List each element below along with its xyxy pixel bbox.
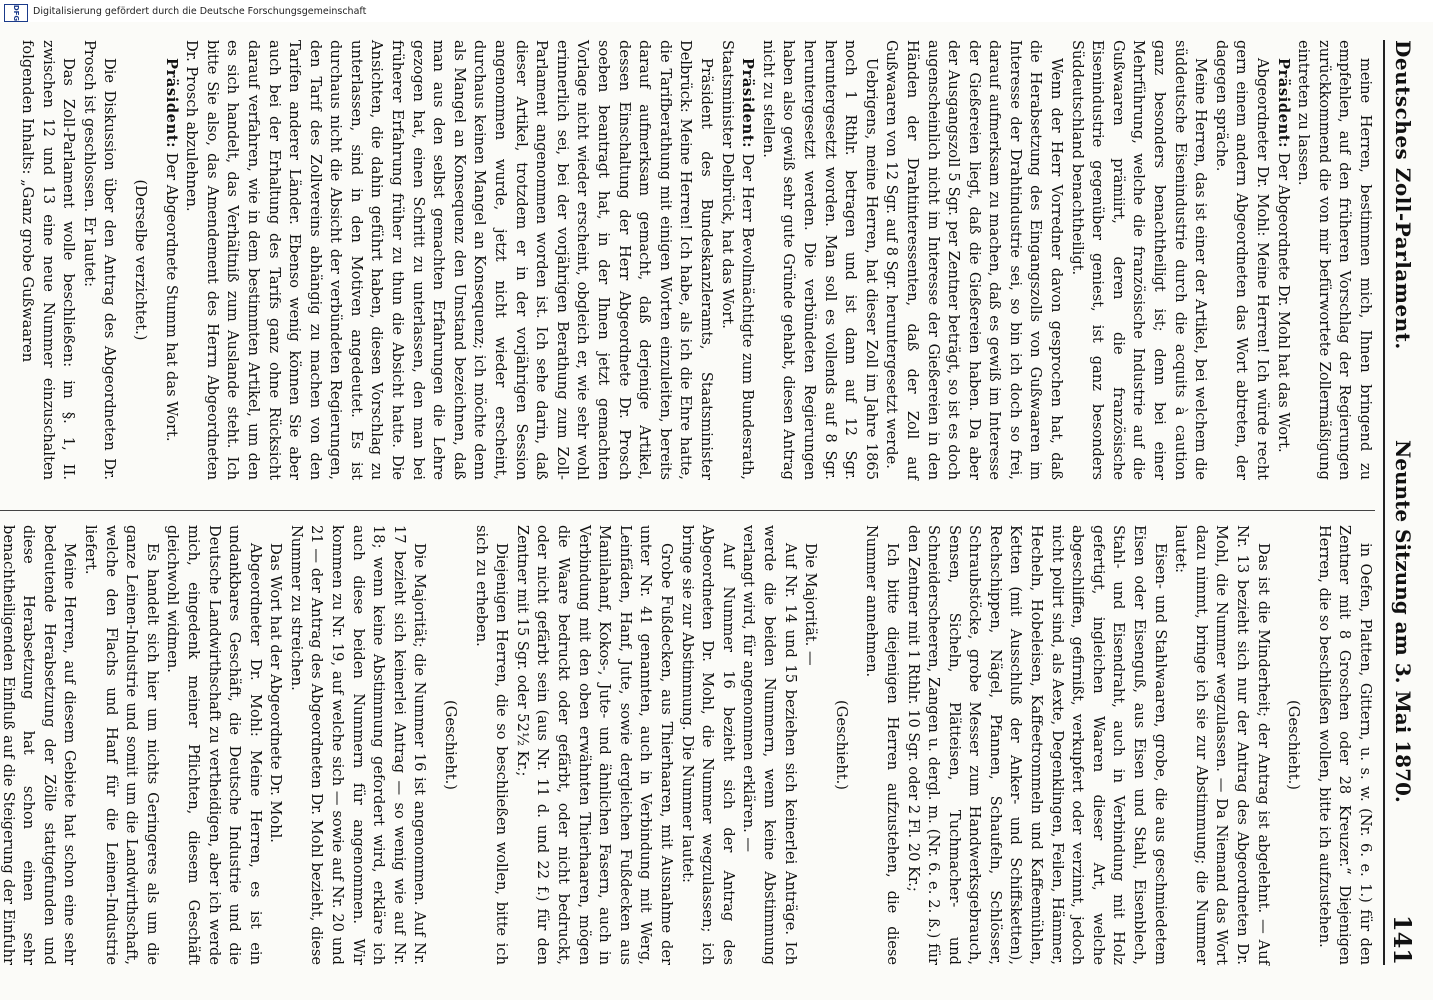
paragraph: [78, 40, 119, 480]
left-text-column: [16, 40, 1375, 480]
paragraph: [285, 525, 429, 965]
paragraph-text: Abgeordneter Dr. Mohl: Meine Herren, es ist ein undankbares Geschäft, die Deutsche Industrie und die Deutsche Landwirthschaft zu vertheidigen, aber ich werde mich, eingedenk meiner Pflichten, diesem Geschäft gleichwohl widmen.: [164, 525, 264, 965]
stage-direction: [830, 525, 851, 965]
paragraph: [1272, 40, 1293, 480]
paragraph-text: Das ist die Minderheit; der Antrag ist abgelehnt. — Auf Nr. 13 bezieht sich nur der Antrag des Abgeordneten Dr. Mohl, die Nummer wegzulassen. — Da Niemand das Wort dazu nimmt, bringe ich sie zur Abstimmung; die Nummer lautet:: [1172, 525, 1272, 965]
speaker-label: Präsident:: [1274, 58, 1292, 149]
stage-direction: [129, 40, 150, 480]
paragraph-text: Auf Nummer 16 bezieht sich der Antrag des Abgeordneten Dr. Mohl, die Nummer wegzulassen; ich bringe sie zur Abstimmung. Die Nummer lautet:: [678, 525, 737, 965]
paragraph: [511, 525, 676, 965]
paragraph-text: Das Zoll-Parlament wolle beschließen: im §. 1, II. zwischen 12 und 13 eine neue Nummer einzuschalten folgenden Inhalts: „Ganz grobe Gußwaaren: [19, 40, 78, 480]
paragraph-text: Meine Herren, das ist einer der Artikel, bei welchem die süddeutsche Eisenindustrie durch die acquits à caution ganz besonders benachtheiligt ist; denn bei einer Mehrführung, welche die französische Industrie auf die Gußwaaren prämiirt, deren die französische Eisenindustrie gegenüber geniest, ist ganz besonders Süddeutschland benachtheiligt.: [1068, 40, 1210, 480]
paragraph: [861, 525, 902, 965]
paragraph-text: Das Wort hat der Abgeordnete Dr. Mohl.: [267, 543, 285, 843]
digitization-credit-strip: [0, 0, 1433, 22]
stage-direction: [1283, 525, 1304, 965]
paragraph: [716, 40, 757, 480]
paragraph: [79, 525, 161, 965]
paragraph: [16, 40, 78, 480]
paragraph-text: meine Herren, bestimmen mich, Ihnen bringend zu empfehlen, auf den früheren Vorschlag der Regierungen zurückkommend die von mir befürwortete Zollermäßigung eintreten zu lassen.: [1295, 40, 1374, 480]
paragraph: [1170, 525, 1273, 965]
paragraph-text: Die Majorität. —: [802, 543, 820, 666]
speaker-label: Präsident:: [162, 58, 180, 149]
paragraph-text: Der Herr Bevollmächtigte zum Bundesrath, Staatsminister Delbrück, hat das Wort.: [718, 40, 757, 480]
paragraph: [1313, 525, 1375, 965]
dfg-logo: DFG: [4, 4, 28, 22]
page-header: [1383, 40, 1421, 965]
paragraph-text: Es handelt sich hier um nichts Geringeres als um die ganze Leinen-Industrie und somit um die Landwirthschaft, welche den Flachs und Hanf für die Leinen-Industrie liefert.: [81, 525, 161, 965]
right-text-column: [0, 510, 1375, 965]
stage-direction: [439, 525, 460, 965]
paragraph-text: Wenn der Herr Vorredner davon gesprochen hat, daß die Herabsetzung des Eingangszolls von Gußwaaren im Interesse der Drahtindustrie sei, so bin ich doch so frei, darauf aufmerksam zu machen, daß es gewiß im Interesse der Gießereien liegt, daß die Gießereien haben. Da aber der Ausgangszoll 5 Sgr. per Zentner beträgt, so ist es doch augenscheinlich nicht im Interesse der Gießereien in den Händen der Drahtinteressenten, daß der Zoll auf Gußwaaren von 12 Sgr. auf 8 Sgr. heruntergesetzt werde.: [883, 40, 1066, 480]
paragraph: [0, 525, 79, 965]
paragraph-text: Präsident des Bundeskanzleramts, Staatsminister Delbrück: Meine Herren! Ich habe, als ich die Ehre hatte, die Tarifberathung mit einigen Worten einzuleiten, bereits darauf aufmerksam gemacht, daß derjenige Artikel, dessen Einschaltung der Herr Abgeordnete Dr. Prosch soeben beantragt hat, in der Ihnen jetzt gemachten Vorlage nicht wieder erscheint, obgleich er, wie sehr wohl erinnerlich sei, bei der vorjährigen Berathung zum Zoll-Parlament angenommen worden ist. Ich sehe darin, daß dieser Artikel, trotzdem er in der vorjährigen Session angenommen wurde, jetzt nicht wieder erscheint, durchaus keinen Mangel an Konsequenz; ich möchte denn als Mangel an Konsequenz den Umstand bezeichnen, daß man aus den selbst gemachten Erfahrungen die Lehre gezogen hat, einen Schritt zu unterlassen, den man bei früherer Erfahrung früher zu thun die Absicht hatte. Die Ansichten, die dahin geführt haben, diesen Vorschlag zu unterlassen, sind in den Motiven angedeutet. Es ist durchaus nicht die Absicht der verbündeten Regierungen, den Tarif des Zollvereins abhängig zu machen von den Tarifen anderer Länder. Ebenso wenig können Sie aber auch bei der Erhaltung des Tarifs ganz ohne Rücksicht darauf verfahren, wie in dem bestimmten Artikel, um den es sich handelt, das Verhältniß zum Auslande steht. Ich bitte Sie also, das Amendement des Herrn Abgeordneten Dr. Prosch abzulehnen.: [183, 40, 715, 480]
paragraph-text: Die Diskussion über den Antrag des Abgeordneten Dr. Prosch ist geschlossen. Er lautet:: [80, 40, 119, 480]
paragraph: [676, 525, 738, 965]
paragraph-text: Der Abgeordnete Stumm hat das Wort.: [162, 152, 180, 442]
paragraph: [162, 525, 265, 965]
paragraph-text: Die Majorität; die Nummer 16 ist angenommen. Auf Nr. 17 bezieht sich keinerlei Antrag — so wenig wie auf Nr. 18; wenn keine Abstimmung gefordert wird, erkläre ich auch diese beiden Nummern für angenommen. Wir kommen zu Nr. 19, auf welche sich — sowie auf Nr. 20 und 21 — der Antrag des Abgeordneten Dr. Mohl bezieht, diese Nummer zu streichen.: [287, 525, 429, 965]
sitting-date: Neunte Sitzung am 3. Mai 1870.: [1391, 440, 1415, 803]
digitization-credit: Digitalisierung gefördert durch die Deutsche Forschungsgemeinschaft: [33, 6, 367, 17]
paragraph: [738, 525, 800, 965]
paragraph: [902, 525, 1170, 965]
publication-title: Deutsches Zoll-Parlament.: [1391, 40, 1415, 350]
paragraph: [881, 40, 1066, 480]
paragraph-text: Meine Herren, auf diesem Gebiete hat schon eine sehr bedeutende Herabsetzung der Zölle stattgefunden und diese Herabsetzung hat schon einen sehr benachtheiligenden Einfluß auf die Steigerung der Einfuhr: [0, 525, 79, 965]
paragraph-text: (Geschieht.): [442, 700, 460, 790]
paragraph-text: Der Abgeordnete Dr. Mohl hat das Wort.: [1274, 152, 1292, 453]
page-number: 141: [1388, 914, 1417, 965]
paragraph-text: Ich bitte diejenigen Herren aufzustehen, die diese Nummer annehmen.: [863, 525, 901, 965]
paragraph-text: Auf Nr. 14 und 15 beziehen sich keinerlei Anträge. Ich werde die beiden Nummern, wenn keine Abstimmung verlangt wird, für angenommen erklären. —: [740, 525, 799, 965]
paragraph-text: Grobe Fußdecken, aus Thierhaaren, mit Ausnahme der unter Nr. 41 genannten, auch in Verbindung mit Werg, Leinfäden, Hanf, Jute, sowie dergleichen Fußdecken aus Manilahanf, Kokos-, Jute- und ähnlichen Fasern, auch in Verbindung mit den oben erwähnten Thierhaaren, mögen die Waare bedruckt oder gefärbt, oder nicht bedruckt, oder nicht gefärbt sein (aus Nr. 11 d. und 22 f.) für den Zentner mit 15 Sgr. oder 52½ Kr.;: [513, 525, 675, 965]
paragraph-text: (Derselbe verzichtet.): [131, 179, 149, 341]
paragraph: [181, 40, 716, 480]
paragraph: [1210, 40, 1272, 480]
speaker-label: Präsident:: [739, 58, 757, 149]
paragraph: [160, 40, 181, 480]
paragraph-text: Abgeordneter Dr. Mohl: Meine Herren! Ich würde recht gern einem andern Abgeordneten das Wort abtreten, der dagegen spräche.: [1212, 40, 1272, 480]
paragraph-text: (Geschieht.): [832, 700, 850, 790]
paragraph: [265, 525, 286, 965]
paragraph-text: Eisen- und Stahlwaaren, grobe, die aus geschmiedetem Eisen oder Eisenguß, aus Eisen und Stahl, Eisenblech, Stahl- und Eisendraht, auch in Verbindung mit Holz gefertigt, ingleichen Waaren dieser Art, welche abgeschliffen, gefirnißt, verkupfert oder verzinnt, jedoch nicht polirt sind, als Aexte, Degenklingen, Feilen, Hämmer, Hecheln, Hobeleisen, Kaffeetrommeln und Kaffeemühlen, Ketten (mit Ausschluß der Anker- und Schiffsketten), Rechschippen, Nägel, Pfannen, Schaufeln, Schlösser, Schraubstöcke, grobe Messer zum Handwerksgebrauch, Sensen, Sicheln, Plätteisen, Tuchmacher- und Schneiderscheeren, Zangen u. dergl. m. (Nr. 6. e. 2. ß.) für den Zentner mit 1 Rthlr. 10 Sgr. oder 2 Fl. 20 Kr.;: [904, 525, 1169, 965]
paragraph: [757, 40, 881, 480]
paragraph-text: Uebrigens, meine Herren, hat dieser Zoll im Jahre 1865 noch 1 Rthlr. betragen und ist dann auf 12 Sgr. heruntergesetzt worden. Man soll es vollends auf 8 Sgr. heruntergesetzt werden. Die verbündeten Regierungen haben also gewiß sehr gute Gründe gehabt, diesen Antrag nicht zu stellen.: [759, 40, 880, 480]
paragraph-text: in Oefen, Platten, Gittern, u. s. w. (Nr. 6. e. 1.) für den Zentner mit 8 Groschen oder 28 Kreuzer.“ Diejenigen Herren, die so beschließen wollen, bitte ich aufzustehen.: [1315, 525, 1374, 965]
paragraph: [470, 525, 511, 965]
paragraph: [1293, 40, 1375, 480]
paragraph: [800, 525, 821, 965]
paragraph: [1066, 40, 1210, 480]
paragraph-text: Diejenigen Herren, die so beschließen wollen, bitte ich sich zu erheben.: [472, 525, 511, 965]
paragraph-text: (Geschieht.): [1285, 700, 1303, 790]
